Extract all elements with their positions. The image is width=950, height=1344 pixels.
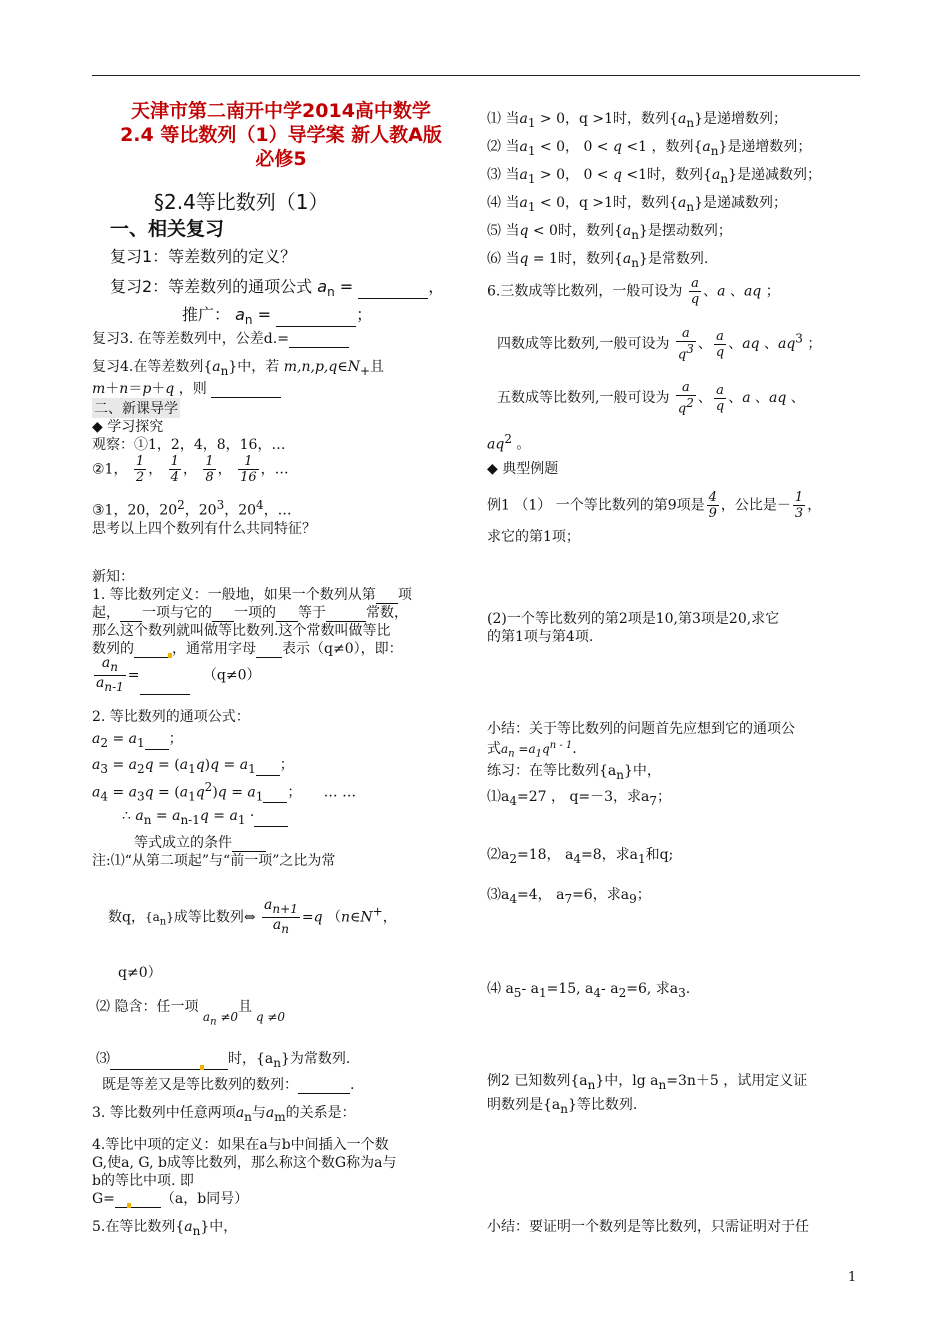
summary-1b: 式$a_n =a_1q^{n - 1}$. bbox=[487, 740, 577, 760]
def-line1: 1. 等比数列定义：一般地，如果一个数列从第 项 bbox=[92, 587, 412, 603]
note-4: ⑵ 隐含：任一项 $a_n \ne 0$且 q ≠0 bbox=[96, 999, 286, 1028]
property-2: ⑵ 当$a_1 < 0$， 0 < q <1 ，数列$\{a_n\}$是递增数列； bbox=[487, 139, 812, 158]
example-1-part2b: 的第1项与第4项. bbox=[487, 629, 594, 645]
example-2: 例2 已知数列$\{a_n\}$中，$\lg a_n=3n+5$ ，试用定义证 bbox=[487, 1073, 808, 1092]
three-terms: 6.三数成等比数列，一般可设为 $\frac{a}{q}$ 、a 、aq ； bbox=[487, 276, 780, 307]
review-2-extend: 推广： $a_n$ = ； bbox=[182, 305, 373, 328]
def-line2: 起， 一项与它的 一项的 等于 常数， bbox=[92, 605, 408, 621]
def-line3: 那么这个数列就叫做等比数列.这个常数叫做等比 bbox=[92, 623, 391, 639]
heading-review: 一、相关复习 bbox=[110, 218, 225, 240]
summary-1: 小结：关于等比数列的问题首先应想到它的通项公 bbox=[487, 721, 795, 737]
item-4-line1: 4.等比中项的定义：如果在a与b中间插入一个数 bbox=[92, 1137, 389, 1153]
example-1-ask: 求它的第1项； bbox=[487, 529, 580, 545]
doc-title-line1: 天津市第二南开中学2014高中数学 bbox=[131, 100, 431, 122]
observe-1: 观察：①1，2，4，8，16，… bbox=[92, 437, 286, 453]
review-4b: m＋n＝p＋q ，则 bbox=[92, 378, 281, 398]
formula-a3: $a_3 = a_2q = (a_1q)q = a_1$ ； bbox=[92, 757, 294, 776]
doc-title-line3: 必修5 bbox=[255, 148, 307, 170]
formula-condition: 等式成立的条件 bbox=[134, 832, 266, 852]
note-5: ⑶ 时，$\{a_n\}$为常数列. bbox=[96, 1051, 351, 1070]
note-2: 数q，$\{a_n\}$成等比数列⇔ $\frac{a_{n+1}}{a_n}$ =q （n∈N+， bbox=[108, 897, 397, 936]
think-question: 思考以上四个数列有什么共同特征？ bbox=[92, 521, 316, 537]
property-1: ⑴ 当$a_1 > 0$，q >1时，数列$\{a_n\}$是递增数列； bbox=[487, 111, 787, 130]
item-4-line2: G,使a, G, b成等比数列，那么称这个数G称为a与 bbox=[92, 1155, 397, 1171]
doc-title-line2: 2.4 等比数列（1）导学案 新人教A版 bbox=[120, 124, 442, 146]
item-5: 5.在等比数列$\{a_n\}$中， bbox=[92, 1219, 238, 1238]
item-4-line3: b的等比中项. 即 bbox=[92, 1173, 194, 1189]
general-formula-label: 2. 等比数列的通项公式： bbox=[92, 709, 250, 725]
note-1: 注:⑴“从第二项起”与“前一项”之比为常 bbox=[92, 853, 336, 869]
formula-an: ∴ $a_n = a_{n-1}q = a_1$ · bbox=[122, 808, 288, 827]
heading-new: 二、新课导学 bbox=[92, 398, 180, 418]
practice-4: ⑷ $a_5-$ $a_1=15$, $a_4-$ $a_2=6$, 求$a_3$. bbox=[487, 981, 691, 1000]
formula-a2: $a_2 = a_1$ ； bbox=[92, 731, 183, 750]
property-5: ⑸ 当q < 0时，数列$\{a_n\}$是摆动数列； bbox=[487, 223, 732, 242]
def-line4: 数列的 ，通常用字母 表示（q≠0），即： bbox=[92, 641, 403, 657]
examples-label: ◆ 典型例题 bbox=[487, 461, 559, 477]
def-ratio: $\frac{a_n}{a_{n-1}}$ = （q≠0） bbox=[96, 655, 261, 694]
example-2b: 明数列是$\{a_n\}$等比数列. bbox=[487, 1097, 638, 1116]
example-1: 例1 （1） 一个等比数列的第9项是 $\frac{4}{9}$ ，公比是－ $\frac{1}{3}$ ， bbox=[487, 490, 822, 521]
top-rule bbox=[92, 75, 860, 76]
practice-label: 练习：在等比数列$\{a_n\}$中， bbox=[487, 763, 661, 782]
review-3: 复习3. 在等差数列中，公差d.= bbox=[92, 328, 349, 348]
property-3: ⑶ 当$a_1 > 0$， 0 < q <1时，数列$\{a_n\}$是递减数列； bbox=[487, 167, 821, 186]
example-1-part2: (2)一个等比数列的第2项是10,第3项是20,求它 bbox=[487, 611, 780, 627]
five-terms: 五数成等比数列,一般可设为 $\frac{a}{q^2}$ 、 $\frac{a}{q}$ 、a 、aq 、 bbox=[497, 380, 805, 417]
summary-2: 小结：要证明一个数列是等比数列，只需证明对于任 bbox=[487, 1219, 809, 1235]
five-terms-last: $aq^2$ 。 bbox=[487, 432, 531, 453]
review-1: 复习1：等差数列的定义？ bbox=[110, 247, 297, 266]
observe-2: ②1， $\frac{1}{2}$ ， $\frac{1}{4}$ ， $\frac{1}{8}$ ， $\frac{1}{16}$ ，… bbox=[92, 454, 289, 485]
note-3: q≠0） bbox=[118, 965, 162, 981]
explore-label: ◆ 学习探究 bbox=[92, 419, 164, 435]
four-terms: 四数成等比数列,一般可设为 $\frac{a}{q^3}$ 、 $\frac{a}{q}$ 、aq 、$aq^3$ ； bbox=[497, 326, 822, 363]
review-2: 复习2：等差数列的通项公式 $a_n$ = ， bbox=[110, 277, 445, 300]
property-6: ⑹ 当q = 1时，数列$\{a_n\}$是常数列. bbox=[487, 251, 709, 270]
practice-1: $⑴a_4=27$ ， q=－3，求$a_7$； bbox=[487, 789, 672, 808]
practice-3: $⑶a_4=4$， $a_7=6$，求$a_9$； bbox=[487, 887, 651, 906]
formula-a4: $a_4 = a_3q = (a_1q^2)q = a_1$ ； … … bbox=[92, 780, 357, 804]
review-4: 复习4.在等差数列$\{a_n\}$中，若 $m,n,p,q\in N_+$且 bbox=[92, 359, 385, 378]
property-4: ⑷ 当$a_1 < 0$，q >1时，数列$\{a_n\}$是递减数列； bbox=[487, 195, 787, 214]
page-number: 1 bbox=[848, 1270, 857, 1285]
new-knowledge: 新知： bbox=[92, 569, 134, 585]
item-4-line4: G= （a，b同号） bbox=[92, 1191, 249, 1207]
note-6: 既是等差又是等比数列的数列： . bbox=[102, 1077, 355, 1093]
item-3: 3. 等比数列中任意两项$a_n$与$a_m$的关系是： bbox=[92, 1105, 356, 1124]
practice-2: $⑵a_2=18$， $a_4=8$，求$a_1$和q; bbox=[487, 847, 674, 866]
section-title: §2.4等比数列（1） bbox=[154, 190, 329, 214]
observe-3: ③1，20，$20^2$，$20^3$，$20^4$，… bbox=[92, 498, 292, 519]
